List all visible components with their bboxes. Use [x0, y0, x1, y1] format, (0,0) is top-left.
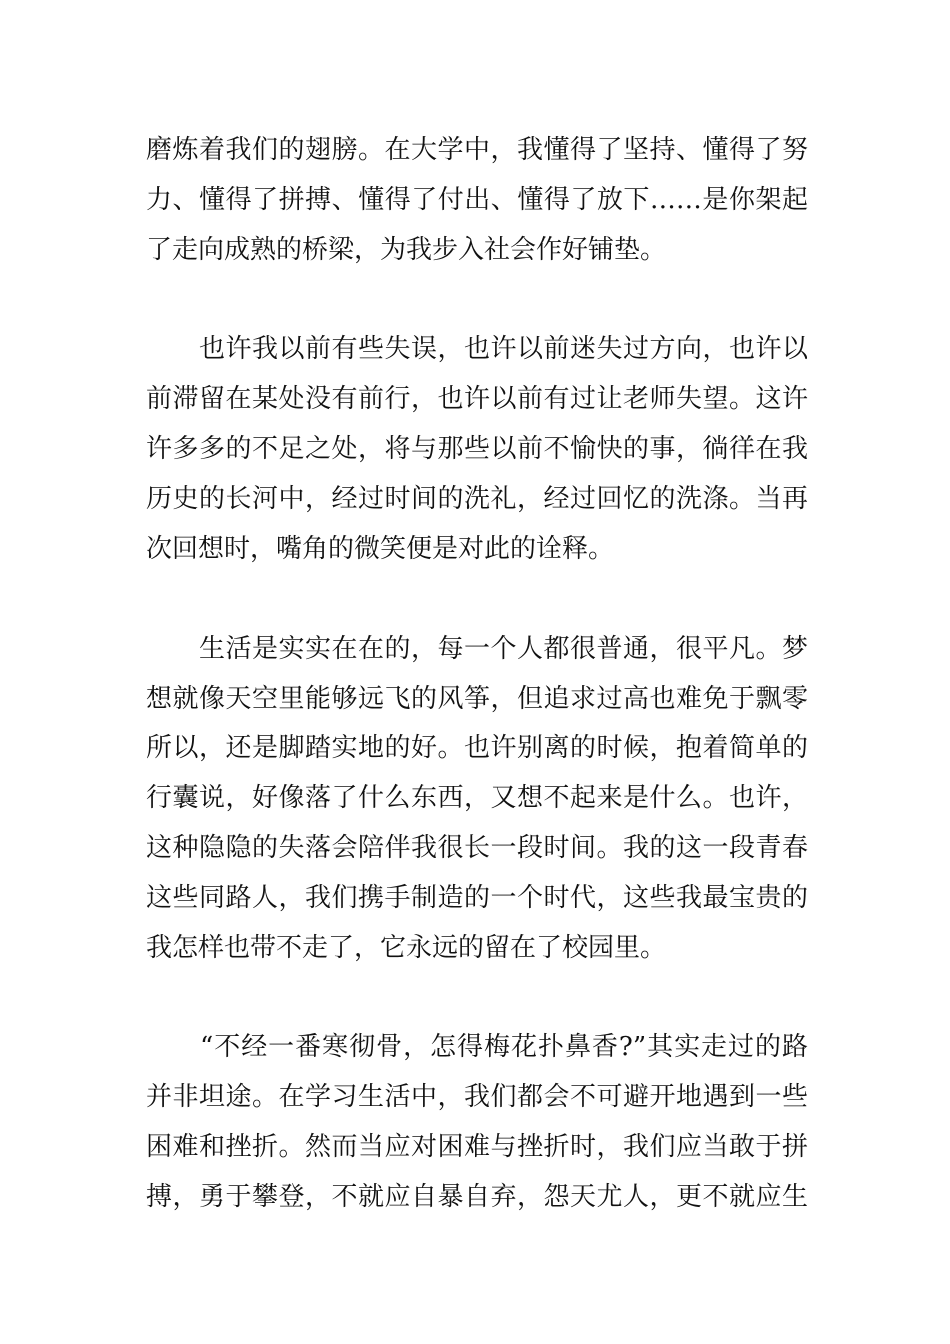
- paragraph-3-line-7: 我怎样也带不走了，它永远的留在了校园里。: [146, 933, 667, 963]
- paragraph-1-line-2: 力、懂得了拼搏、懂得了付出、懂得了放下……是你架起: [146, 185, 808, 215]
- paragraph-1-line-1: 磨炼着我们的翅膀。在大学中，我懂得了坚持、懂得了努: [146, 135, 808, 165]
- paragraph-2-line-1: 也许我以前有些失误，也许以前迷失过方向，也许以: [146, 334, 808, 364]
- paragraph-3-line-3: 所以，还是脚踏实地的好。也许别离的时候，抱着简单的: [146, 733, 808, 763]
- paragraph-3-line-4: 行囊说，好像落了什么东西，又想不起来是什么。也许，: [146, 783, 808, 813]
- paragraph-2-line-4: 历史的长河中，经过时间的洗礼，经过回忆的洗涤。当再: [146, 484, 808, 514]
- paragraph-3-line-2: 想就像天空里能够远飞的风筝，但追求过高也难免于飘零: [146, 684, 808, 714]
- paragraph-2-line-5: 次回想时，嘴角的微笑便是对此的诠释。: [146, 534, 615, 564]
- paragraph-3-line-5: 这种隐隐的失落会陪伴我很长一段时间。我的这一段青春: [146, 833, 808, 863]
- paragraph-3-line-1: 生活是实实在在的，每一个人都很普通，很平凡。梦: [146, 634, 808, 664]
- paragraph-2-line-2: 前滞留在某处没有前行，也许以前有过让老师失望。这许: [146, 384, 808, 414]
- paragraph-4-line-3: 困难和挫折。然而当应对困难与挫折时，我们应当敢于拼: [146, 1132, 808, 1162]
- paragraph-2-line-3: 许多多的不足之处，将与那些以前不愉快的事，徜徉在我: [146, 434, 808, 464]
- paragraph-1-line-3: 了走向成熟的桥梁，为我步入社会作好铺垫。: [146, 235, 667, 265]
- paragraph-4-line-1: “不经一番寒彻骨，怎得梅花扑鼻香?”其实走过的路: [146, 1032, 808, 1062]
- paragraph-4-line-4: 搏，勇于攀登，不就应自暴自弃，怨天尤人，更不就应生: [146, 1182, 808, 1212]
- paragraph-3-line-6: 这些同路人，我们携手制造的一个时代，这些我最宝贵的: [146, 883, 808, 913]
- paragraph-4-line-2: 并非坦途。在学习生活中，我们都会不可避开地遇到一些: [146, 1082, 808, 1112]
